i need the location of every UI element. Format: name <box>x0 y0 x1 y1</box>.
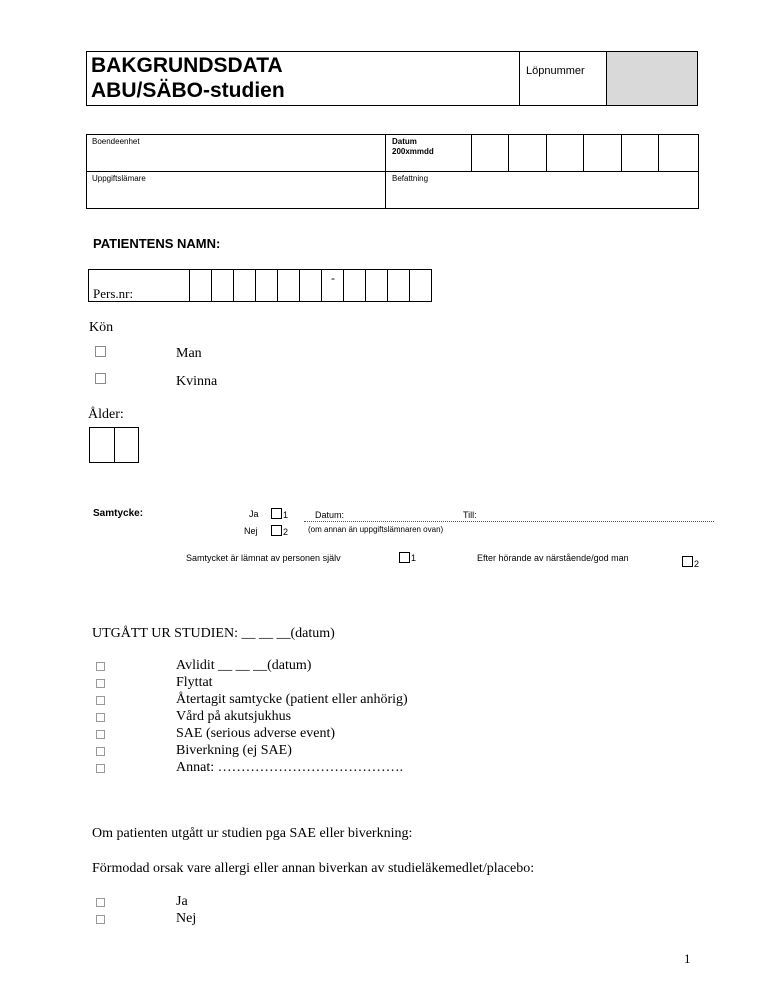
info-table <box>86 134 699 209</box>
ja-label: Ja <box>249 509 259 519</box>
withdrawal-option[interactable] <box>92 726 452 743</box>
withdrawal-checkbox[interactable] <box>96 764 105 773</box>
withdrawal-heading: UTGÅTT UR STUDIEN: __ __ __(datum) <box>92 626 335 641</box>
consent-till-label: Till: <box>463 510 477 520</box>
relative-consent-label: Efter hörande av närstående/god man <box>477 553 629 563</box>
sae-ja-label: Ja <box>176 894 188 909</box>
withdrawal-checkbox[interactable] <box>96 730 105 739</box>
withdrawal-option-label: SAE (serious adverse event) <box>176 726 336 741</box>
withdrawal-checkbox[interactable] <box>96 713 105 722</box>
nej-label: Nej <box>244 526 258 536</box>
datum-label <box>392 137 434 157</box>
befattning-label: Befattning <box>392 174 429 183</box>
withdrawal-checkbox[interactable] <box>96 679 105 688</box>
sae-option-ja[interactable] <box>92 894 242 911</box>
datum-title: Datum <box>392 137 417 146</box>
alder-field[interactable] <box>89 427 139 463</box>
nej-code: 2 <box>283 527 289 537</box>
sae-ja-checkbox[interactable] <box>96 898 105 907</box>
withdrawal-checkbox[interactable] <box>96 696 105 705</box>
withdrawal-option-label: Biverkning (ej SAE) <box>176 743 292 758</box>
self-consent-checkbox[interactable] <box>399 552 410 563</box>
persnr-field[interactable] <box>88 269 432 302</box>
persnr-dash: - <box>331 271 335 285</box>
ja-checkbox[interactable] <box>271 508 282 519</box>
alder-label: Ålder: <box>88 407 124 422</box>
datum-digits[interactable] <box>471 135 698 171</box>
persnr-label: Pers.nr: <box>93 286 134 301</box>
withdrawal-option[interactable] <box>92 675 452 692</box>
header-box <box>86 51 698 106</box>
self-consent-code: 1 <box>411 553 417 563</box>
consent-field-line[interactable] <box>304 521 714 522</box>
consent-note: (om annan än uppgiftslämnaren ovan) <box>308 525 444 534</box>
page-number: 1 <box>684 951 691 966</box>
man-label: Man <box>176 346 202 361</box>
header-divider-1 <box>519 52 520 105</box>
sae-option-nej[interactable] <box>92 911 242 928</box>
sae-question-1: Om patienten utgått ur studien pga SAE eller biverkning: <box>92 826 413 841</box>
withdrawal-option-label: Annat: …………………………………. <box>176 760 404 775</box>
withdrawal-option[interactable] <box>92 760 452 777</box>
sae-question-2: Förmodad orsak vare allergi eller annan biverkan av studieläkemedlet/placebo: <box>92 861 535 876</box>
uppgiftslamnare-label: Uppgiftslämare <box>92 174 146 183</box>
withdrawal-option-label: Vård på akutsjukhus <box>176 709 292 724</box>
relative-consent-checkbox[interactable] <box>682 556 693 567</box>
withdrawal-option[interactable] <box>92 658 452 675</box>
patient-name-heading: PATIENTENS NAMN: <box>93 236 221 251</box>
consent-datum-label: Datum: <box>315 510 345 520</box>
info-row-divider <box>87 171 698 172</box>
boendeenhet-label: Boendeenhet <box>92 137 140 146</box>
lopnummer-field[interactable] <box>606 52 697 105</box>
withdrawal-option-label: Avlidit __ __ __(datum) <box>176 658 312 673</box>
kvinna-label: Kvinna <box>176 374 218 389</box>
man-checkbox[interactable] <box>95 346 106 357</box>
withdrawal-option-label: Återtagit samtycke (patient eller anhörig) <box>176 692 408 707</box>
sae-nej-label: Nej <box>176 911 197 926</box>
nej-checkbox[interactable] <box>271 525 282 536</box>
withdrawal-option[interactable] <box>92 692 452 709</box>
withdrawal-checkbox[interactable] <box>96 747 105 756</box>
form-title <box>91 53 285 103</box>
lopnummer-label: Löpnummer <box>526 65 585 77</box>
relative-consent-code: 2 <box>694 559 700 569</box>
datum-format: 200xmmdd <box>392 147 434 156</box>
kvinna-checkbox[interactable] <box>95 373 106 384</box>
withdrawal-option[interactable] <box>92 709 452 726</box>
form-title-line2: ABU/SÄBO-studien <box>91 79 285 102</box>
form-title-line1: BAKGRUNDSDATA <box>91 54 283 77</box>
kon-label: Kön <box>89 320 114 335</box>
withdrawal-checkbox[interactable] <box>96 662 105 671</box>
samtycke-label: Samtycke: <box>93 508 144 519</box>
sae-nej-checkbox[interactable] <box>96 915 105 924</box>
info-col-divider <box>385 135 386 208</box>
withdrawal-option-label: Flyttat <box>176 675 213 690</box>
self-consent-label: Samtycket är lämnat av personen själv <box>186 553 341 563</box>
withdrawal-option[interactable] <box>92 743 452 760</box>
ja-code: 1 <box>283 510 289 520</box>
